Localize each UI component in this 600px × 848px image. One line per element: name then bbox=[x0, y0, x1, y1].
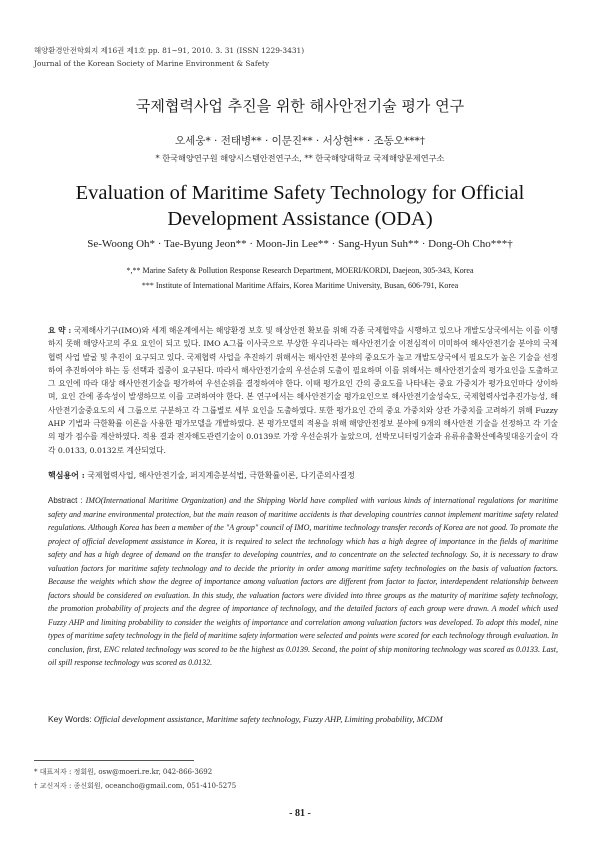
footnote-corresponding-1: * 대표저자 : 정회원, osw@moeri.re.kr, 042-866-3692 bbox=[34, 768, 213, 776]
korean-abstract bbox=[48, 324, 558, 457]
english-affiliation-2: *** Institute of International Maritime Affairs, Korea Maritime University, Busan, 606-791, Korea bbox=[141, 281, 459, 290]
korean-authors: 오세웅* · 전태병** · 이문진** · 서상현** · 조동오***† bbox=[175, 135, 425, 147]
english-authors: Se-Woong Oh* · Tae-Byung Jeon** · Moon-Jin Lee** · Sang-Hyun Suh** · Dong-Oh Cho***† bbox=[87, 238, 513, 250]
english-affiliation-1: *,** Marine Safety & Pollution Response Research Department, MOERI/KORDI, Daejeon, 305-343, Korea bbox=[126, 266, 474, 275]
journal-name: Journal of the Korean Society of Marine Environment & Safety bbox=[34, 59, 270, 68]
journal-header bbox=[34, 44, 304, 70]
footnote-corresponding-2: † 교신저자 : 종신회원, oceancho@gmail.com, 051-410-5275 bbox=[34, 782, 237, 790]
english-keywords-label: Key Words: bbox=[48, 714, 92, 724]
english-keywords bbox=[48, 714, 558, 724]
english-abstract bbox=[48, 494, 558, 670]
english-abstract-text: IMO(International Maritime Organization) and the Shipping World have complied with various kinds of international regulations for maritime safety and marine environmental protection, but the main reason of maritime accidents is that developing countries cannot implement maritime safety related regulations. Although Korea has been a member of the "A group" council of IMO, maritime technology transfer records of Korea are not good. To promote the project of official development assistance in Korea, it is required to select the technology which has a high degree of importance in the fields of maritime safety and has a high degree of demand on the transfer to developing countries, and to concentrate on the selected technology. So, it is necessary to draw valuation factors for maritime safety technology and to decide the priority in order among maritime safety technologies on the basis of valuation factors. Because the weights which show the degree of importance among valuation factors are different from factor to factor, interdependent relationship between factors should be considered on evaluation. In this study, the valuation factors were divided into three groups as the maturity of maritime safety technology, the promotion probability of projects and the degree of importance of technology, and the detailed factors of each group were drawn. A model which used Fuzzy AHP and limiting probability to consider the weights of importance and correlation among valuation factors was developed. To adopt this model, nine types of maritime safety technology in the field of maritime safety information were selected and points were scored for each technology through evaluation. In conclusion, first, ENC related technology was scored to be the highest as 0.0139. Second, the point of ship monitoring technology was scored as 0.0133. Last, oil spill response technology was scored as 0.0132. bbox=[48, 496, 558, 667]
page-number: - 81 - bbox=[289, 808, 311, 819]
korean-affiliation: * 한국해양연구원 해양시스템안전연구소, ** 한국해양대학교 국제해양문제연구소 bbox=[155, 153, 445, 163]
korean-keywords bbox=[48, 470, 558, 481]
footnote-divider bbox=[34, 760, 194, 761]
english-keywords-text: Official development assistance, Maritime safety technology, Fuzzy AHP, Limiting probability, MCDM bbox=[93, 714, 443, 724]
english-title: Evaluation of Maritime Safety Technology for Official Development Assistance (ODA) bbox=[75, 182, 525, 230]
korean-abstract-label: 요 약 : bbox=[48, 326, 72, 335]
english-abstract-label: Abstract : bbox=[48, 496, 83, 505]
korean-keywords-text: 국제협력사업, 해사안전기술, 퍼지계층분석법, 극한확률이론, 다기준의사결정 bbox=[87, 471, 355, 480]
journal-citation: 해양환경안전학회지 제16권 제1호 pp. 81~91, 2010. 3. 31 (ISSN 1229-3431) bbox=[34, 46, 305, 55]
korean-keywords-label: 핵심용어 : bbox=[48, 470, 85, 480]
korean-title: 국제협력사업 추진을 위한 해사안전기술 평가 연구 bbox=[135, 97, 465, 115]
korean-abstract-text: 국제해사기구(IMO)와 세계 해운계에서는 해양환경 보호 및 해상안전 확보를 위해 각종 국제협약을 시행하고 있으나 개발도상국에서는 이를 이행하지 못해 해양사고의 주요 요인이 되고 있다. IMO A그룹 이사국으로 부상한 우리나라는 해사안전기술 이전심적이 미미하여 해사안전기술 분야의 국제협력 사업 발굴 및 추진이 요구되고 있다. 국제협력 사업을 추진하기 위해서는 해사안전 분야의 중요도가 높고 개발도상국에서 필요도가 높은 기술을 선정하여 추진하여야 하는 등 선택과 집중이 요구된다. 따라서 해사안전기술의 우선순위 도출이 필요하며 이를 위해서는 해사안전기술의 평가요인을 도출하고 그 요인에 따라 대상 해사안전기술을 평가하여 우선순위를 결정하여야 한다. 이때 평가요인 간의 중요도를 나타내는 중요 가중치가 평가요인마다 상이하며, 요인 간에 종속성이 발생하므로 이를 고려하여야 한다. 본 연구에서는 해사안전기술 평가요인으로 해사안전기술성숙도, 국제협력사업추진가능성, 해사안전기술중요도의 세 그룹으로 구분하고 각 그룹별로 세부 요인을 도출하였다. 또한 평가요인 간의 중요 가중치와 상관 가중치를 고려하기 위해 Fuzzy AHP 기법과 극한확률 이론을 사용한 평가모델을 개발하였다. 본 평가모델의 적용을 위해 해양안전정보 분야에 9개의 해사안전 기술을 선정하고 각 기술의 평가 점수를 계산하였다. 적용 결과 전자해도관련기술이 0.0139로 가장 우선순위가 높았으며, 선박모니터링기술과 유류유출확산예측및대응기술이 각각 0.0133, 0.0132로 계산되었다. bbox=[48, 326, 558, 455]
